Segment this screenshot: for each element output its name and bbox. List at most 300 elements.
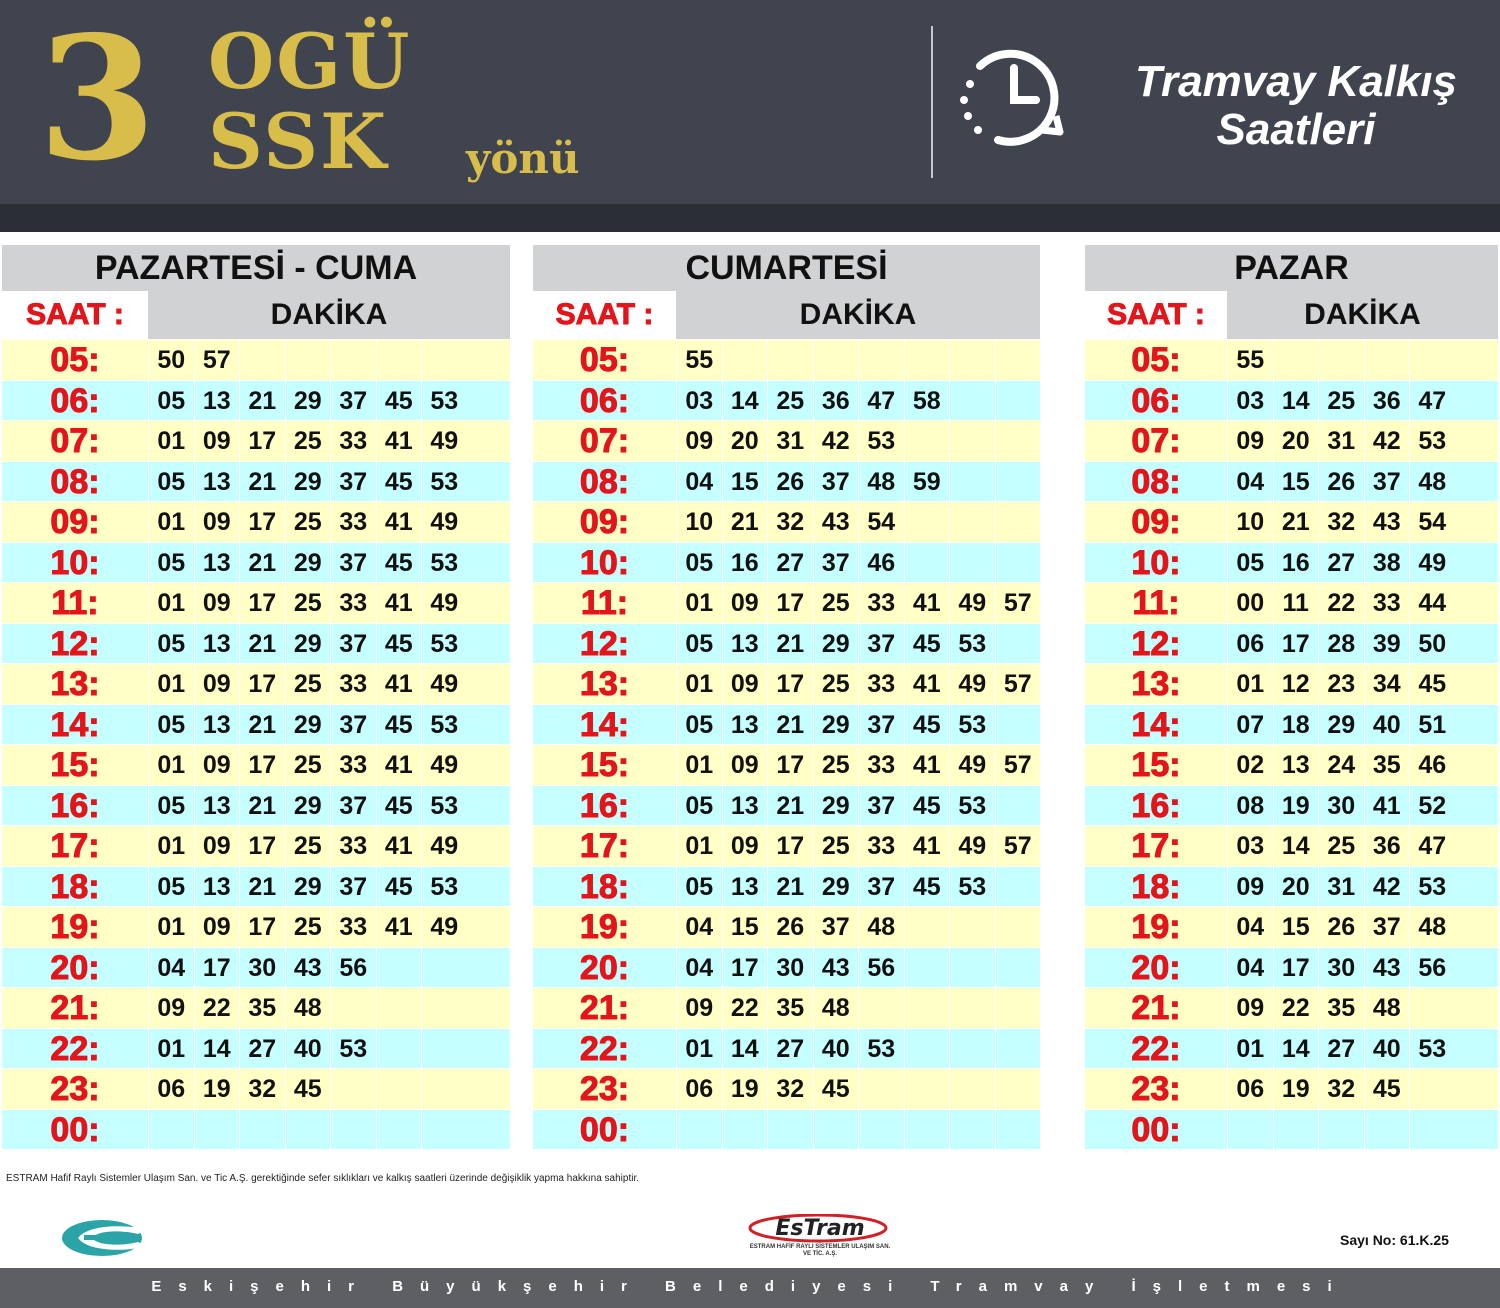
minute-cell: 41 bbox=[376, 826, 422, 866]
minute-cell: 39 bbox=[1364, 624, 1410, 664]
minute-cell: 41 bbox=[904, 583, 950, 623]
minute-cell bbox=[1409, 1110, 1455, 1150]
minute-cell: 33 bbox=[330, 826, 376, 866]
minute-cell: 33 bbox=[330, 421, 376, 461]
minute-cell: 25 bbox=[813, 826, 859, 866]
hour-cell: 23: bbox=[50, 1070, 100, 1108]
minute-cell: 57 bbox=[995, 583, 1041, 623]
minute-cell: 53 bbox=[1409, 867, 1455, 907]
minute-cell bbox=[421, 988, 467, 1028]
banner-title-line2: Saatleri bbox=[1216, 105, 1376, 154]
minute-cell: 21 bbox=[767, 705, 813, 745]
minute-cell: 04 bbox=[1227, 907, 1273, 947]
minute-cell: 17 bbox=[194, 948, 240, 988]
minute-cell: 18 bbox=[1273, 705, 1319, 745]
minute-cell: 21 bbox=[767, 867, 813, 907]
minute-cell: 50 bbox=[1409, 624, 1455, 664]
bottom-bar-text: Eskişehir Büyükşehir Belediyesi Tramvay İşletmesi bbox=[151, 1278, 1349, 1295]
table-row bbox=[533, 664, 1040, 704]
table-row bbox=[2, 1069, 510, 1109]
table-row bbox=[533, 705, 1040, 745]
minute-cell: 33 bbox=[858, 583, 904, 623]
minute-cell: 09 bbox=[676, 421, 722, 461]
minute-cell: 29 bbox=[1318, 705, 1364, 745]
minute-cell: 41 bbox=[376, 745, 422, 785]
minute-cell bbox=[949, 381, 995, 421]
minute-cell: 41 bbox=[904, 664, 950, 704]
minute-cell: 14 bbox=[1273, 826, 1319, 866]
minute-cell bbox=[858, 1069, 904, 1109]
hour-cell: 16: bbox=[1131, 786, 1181, 825]
minute-cell: 30 bbox=[767, 948, 813, 988]
table-row bbox=[533, 462, 1040, 502]
table-row bbox=[2, 1110, 510, 1150]
minute-cell: 45 bbox=[904, 867, 950, 907]
table-row bbox=[2, 664, 510, 704]
minute-cell bbox=[1409, 1069, 1455, 1109]
minute-cell: 28 bbox=[1318, 624, 1364, 664]
minute-cell: 33 bbox=[858, 826, 904, 866]
minute-cell: 55 bbox=[1227, 340, 1273, 380]
hour-cell: 16: bbox=[50, 786, 100, 825]
minute-cell: 33 bbox=[330, 502, 376, 542]
minute-cell: 41 bbox=[376, 421, 422, 461]
hour-cell: 22: bbox=[1131, 1029, 1181, 1068]
minute-cell: 21 bbox=[239, 786, 285, 826]
minute-cell: 32 bbox=[1318, 1069, 1364, 1109]
hour-cell: 05: bbox=[50, 341, 100, 379]
minute-cell: 40 bbox=[285, 1029, 331, 1069]
minute-cell: 25 bbox=[1318, 826, 1364, 866]
minute-cell: 56 bbox=[1409, 948, 1455, 988]
minute-cell: 36 bbox=[813, 381, 859, 421]
minute-cell: 37 bbox=[1364, 462, 1410, 502]
minute-cell: 13 bbox=[194, 543, 240, 583]
minute-cell: 14 bbox=[722, 1029, 768, 1069]
panel-title: PAZARTESİ - CUMA bbox=[2, 245, 510, 291]
minute-cell: 46 bbox=[1409, 745, 1455, 785]
table-row bbox=[2, 543, 510, 583]
minute-cell: 53 bbox=[949, 867, 995, 907]
hour-cell: 07: bbox=[579, 422, 630, 460]
minute-cell bbox=[949, 543, 995, 583]
table-row bbox=[1085, 786, 1498, 826]
minute-cell: 26 bbox=[767, 907, 813, 947]
hour-cell: 13: bbox=[579, 665, 630, 703]
minute-cell bbox=[858, 1110, 904, 1150]
minute-cell: 33 bbox=[330, 664, 376, 704]
minute-cell: 21 bbox=[239, 543, 285, 583]
hour-cell: 06: bbox=[50, 381, 100, 420]
minute-cell: 53 bbox=[949, 624, 995, 664]
table-row bbox=[1085, 867, 1498, 907]
minute-cell: 13 bbox=[194, 624, 240, 664]
minute-cell: 09 bbox=[194, 502, 240, 542]
minute-cell: 29 bbox=[285, 543, 331, 583]
minute-cell: 42 bbox=[1364, 867, 1410, 907]
minute-cell: 31 bbox=[1318, 867, 1364, 907]
minute-cell: 22 bbox=[1318, 583, 1364, 623]
minute-cell: 15 bbox=[1273, 462, 1319, 502]
minute-cell: 29 bbox=[285, 624, 331, 664]
minute-cell bbox=[421, 1110, 467, 1150]
hour-cell: 07: bbox=[1131, 422, 1181, 460]
minute-cell: 57 bbox=[995, 826, 1041, 866]
panel-column-header bbox=[533, 291, 1040, 339]
minute-cell: 01 bbox=[1227, 664, 1273, 704]
hour-cell: 10: bbox=[50, 543, 100, 582]
table-row bbox=[533, 381, 1040, 421]
minute-cell: 53 bbox=[421, 624, 467, 664]
minute-cell bbox=[949, 948, 995, 988]
minute-cell: 29 bbox=[813, 705, 859, 745]
minute-cell: 35 bbox=[1364, 745, 1410, 785]
minute-cell: 21 bbox=[239, 624, 285, 664]
hour-cell: 15: bbox=[1131, 746, 1181, 784]
dakika-header: DAKİKA bbox=[148, 291, 510, 339]
minute-cell: 08 bbox=[1227, 786, 1273, 826]
minute-cell: 53 bbox=[1409, 1029, 1455, 1069]
minute-cell: 32 bbox=[239, 1069, 285, 1109]
minute-cell: 35 bbox=[1318, 988, 1364, 1028]
minute-cell: 03 bbox=[1227, 826, 1273, 866]
minute-cell bbox=[949, 907, 995, 947]
minute-cell: 22 bbox=[1273, 988, 1319, 1028]
minute-cell bbox=[767, 1110, 813, 1150]
minute-cell bbox=[376, 1110, 422, 1150]
minute-cell: 01 bbox=[148, 664, 194, 704]
minute-cell: 23 bbox=[1318, 664, 1364, 704]
minute-cell bbox=[949, 1029, 995, 1069]
minute-cell: 25 bbox=[813, 745, 859, 785]
table-row bbox=[1085, 745, 1498, 785]
minute-cell: 27 bbox=[767, 543, 813, 583]
minute-cell: 05 bbox=[148, 543, 194, 583]
panel-column-header bbox=[1085, 291, 1498, 339]
hour-cell: 13: bbox=[50, 665, 100, 703]
hour-cell: 15: bbox=[579, 746, 630, 784]
table-row bbox=[1085, 1069, 1498, 1109]
minute-cell: 01 bbox=[148, 583, 194, 623]
hour-cell: 00: bbox=[50, 1110, 100, 1149]
table-row bbox=[1085, 1029, 1498, 1069]
minute-cell: 47 bbox=[1409, 381, 1455, 421]
minute-cell: 45 bbox=[376, 867, 422, 907]
minute-cell: 27 bbox=[1318, 543, 1364, 583]
minute-cell bbox=[421, 1069, 467, 1109]
minute-cell bbox=[949, 988, 995, 1028]
minute-cell: 33 bbox=[858, 745, 904, 785]
minute-cell: 49 bbox=[421, 583, 467, 623]
minute-cell: 01 bbox=[676, 826, 722, 866]
table-row bbox=[533, 421, 1040, 461]
minute-cell bbox=[904, 907, 950, 947]
minute-cell: 13 bbox=[722, 624, 768, 664]
minute-cell: 43 bbox=[1364, 948, 1410, 988]
minute-cell: 13 bbox=[1273, 745, 1319, 785]
minute-cell: 49 bbox=[421, 664, 467, 704]
table-row bbox=[1085, 664, 1498, 704]
minute-cell: 21 bbox=[1273, 502, 1319, 542]
hour-cell: 09: bbox=[1131, 503, 1181, 541]
minute-cell: 05 bbox=[676, 624, 722, 664]
minute-cell bbox=[949, 1110, 995, 1150]
minute-cell: 21 bbox=[239, 867, 285, 907]
table-row bbox=[533, 867, 1040, 907]
minute-cell: 17 bbox=[767, 583, 813, 623]
minute-cell: 51 bbox=[1409, 705, 1455, 745]
eskisehir-municipality-logo bbox=[58, 1216, 154, 1258]
minute-cell: 41 bbox=[1364, 786, 1410, 826]
minute-cell bbox=[1318, 1110, 1364, 1150]
hour-cell: 14: bbox=[50, 705, 100, 744]
dakika-header: DAKİKA bbox=[676, 291, 1040, 339]
minute-cell bbox=[239, 340, 285, 380]
minute-cell: 17 bbox=[239, 583, 285, 623]
minute-cell: 17 bbox=[767, 745, 813, 785]
minute-cell: 53 bbox=[949, 786, 995, 826]
minute-cell: 31 bbox=[1318, 421, 1364, 461]
table-row bbox=[1085, 624, 1498, 664]
minute-cell bbox=[904, 543, 950, 583]
minute-cell: 49 bbox=[949, 826, 995, 866]
minute-cell: 37 bbox=[330, 705, 376, 745]
minute-cell bbox=[904, 1029, 950, 1069]
minute-cell bbox=[995, 1110, 1041, 1150]
minute-cell: 48 bbox=[1409, 907, 1455, 947]
schedule-panel bbox=[2, 245, 510, 1149]
minute-cell: 21 bbox=[239, 381, 285, 421]
table-row bbox=[2, 421, 510, 461]
minute-cell bbox=[330, 1110, 376, 1150]
saat-header: SAAT : bbox=[1085, 291, 1227, 339]
minute-cell: 40 bbox=[1364, 1029, 1410, 1069]
minute-cell: 31 bbox=[767, 421, 813, 461]
minute-cell: 45 bbox=[904, 624, 950, 664]
minute-cell: 17 bbox=[239, 421, 285, 461]
minute-cell: 24 bbox=[1318, 745, 1364, 785]
hour-cell: 09: bbox=[579, 503, 630, 541]
minute-cell bbox=[949, 462, 995, 502]
table-row bbox=[533, 583, 1040, 623]
table-row bbox=[1085, 907, 1498, 947]
minute-cell: 25 bbox=[285, 907, 331, 947]
minute-cell: 25 bbox=[767, 381, 813, 421]
minute-cell: 32 bbox=[1318, 502, 1364, 542]
minute-cell: 15 bbox=[1273, 907, 1319, 947]
minute-cell: 46 bbox=[858, 543, 904, 583]
minute-cell: 37 bbox=[330, 543, 376, 583]
minute-cell: 21 bbox=[239, 705, 285, 745]
minute-cell: 22 bbox=[194, 988, 240, 1028]
minute-cell bbox=[285, 340, 331, 380]
minute-cell: 20 bbox=[1273, 421, 1319, 461]
minute-cell: 41 bbox=[904, 745, 950, 785]
line-number: 3 bbox=[38, 0, 157, 199]
issue-number: Sayı No: 61.K.25 bbox=[1340, 1232, 1449, 1248]
minute-cell: 45 bbox=[904, 786, 950, 826]
hour-cell: 19: bbox=[579, 908, 630, 946]
table-row bbox=[533, 543, 1040, 583]
minute-cell bbox=[813, 1110, 859, 1150]
minute-cell: 35 bbox=[767, 988, 813, 1028]
table-row bbox=[1085, 462, 1498, 502]
table-row bbox=[2, 583, 510, 623]
minute-cell: 53 bbox=[421, 705, 467, 745]
minute-cell: 01 bbox=[148, 421, 194, 461]
hour-cell: 11: bbox=[580, 584, 629, 622]
hour-cell: 08: bbox=[579, 462, 630, 501]
minute-cell: 49 bbox=[1409, 543, 1455, 583]
hour-cell: 22: bbox=[50, 1029, 100, 1068]
minute-cell: 42 bbox=[1364, 421, 1410, 461]
minute-cell: 27 bbox=[1318, 1029, 1364, 1069]
minute-cell bbox=[995, 543, 1041, 583]
minute-cell: 34 bbox=[1364, 664, 1410, 704]
table-row bbox=[2, 907, 510, 947]
minute-cell: 26 bbox=[767, 462, 813, 502]
minute-cell: 04 bbox=[676, 907, 722, 947]
hour-cell: 12: bbox=[1131, 624, 1181, 663]
minute-cell: 13 bbox=[194, 867, 240, 907]
minute-cell bbox=[995, 867, 1041, 907]
minute-cell: 40 bbox=[1364, 705, 1410, 745]
minute-cell: 01 bbox=[676, 664, 722, 704]
minute-cell bbox=[995, 340, 1041, 380]
minute-cell bbox=[904, 502, 950, 542]
hour-cell: 05: bbox=[1131, 341, 1181, 379]
minute-cell: 05 bbox=[676, 786, 722, 826]
minute-cell: 20 bbox=[1273, 867, 1319, 907]
table-row bbox=[533, 826, 1040, 866]
minute-cell bbox=[722, 1110, 768, 1150]
minute-cell bbox=[995, 786, 1041, 826]
clock-icon bbox=[950, 44, 1086, 150]
minute-cell: 15 bbox=[722, 462, 768, 502]
minute-cell bbox=[330, 988, 376, 1028]
minute-cell: 04 bbox=[1227, 948, 1273, 988]
hour-cell: 20: bbox=[579, 948, 630, 987]
minute-cell: 57 bbox=[995, 745, 1041, 785]
minute-cell: 37 bbox=[330, 624, 376, 664]
minute-cell: 09 bbox=[1227, 988, 1273, 1028]
stop-name-2: SSK bbox=[208, 97, 389, 186]
minute-cell: 53 bbox=[858, 421, 904, 461]
estram-logo-subtitle: ESTRAM HAFİF RAYLI SİSTEMLER ULAŞIM SAN. VE TİC. A.Ş. bbox=[749, 1244, 891, 1257]
minute-cell: 01 bbox=[148, 907, 194, 947]
minute-cell bbox=[995, 988, 1041, 1028]
minute-cell: 49 bbox=[421, 421, 467, 461]
minute-cell bbox=[1364, 1110, 1410, 1150]
minute-cell: 25 bbox=[285, 826, 331, 866]
minute-cell: 04 bbox=[676, 462, 722, 502]
hour-cell: 07: bbox=[50, 422, 100, 460]
minute-cell bbox=[194, 1110, 240, 1150]
minute-cell: 12 bbox=[1273, 664, 1319, 704]
minute-cell bbox=[285, 1110, 331, 1150]
hour-cell: 19: bbox=[50, 908, 100, 946]
minute-cell: 25 bbox=[285, 583, 331, 623]
hour-cell: 20: bbox=[50, 948, 100, 987]
minute-cell: 29 bbox=[813, 867, 859, 907]
minute-cell: 27 bbox=[239, 1029, 285, 1069]
minute-cell bbox=[1364, 340, 1410, 380]
hour-cell: 18: bbox=[1131, 867, 1181, 906]
minute-cell: 04 bbox=[148, 948, 194, 988]
minute-cell bbox=[904, 1069, 950, 1109]
minute-cell: 49 bbox=[949, 745, 995, 785]
minute-cell: 37 bbox=[330, 381, 376, 421]
minute-cell: 15 bbox=[722, 907, 768, 947]
minute-cell: 30 bbox=[1318, 948, 1364, 988]
minute-cell: 56 bbox=[858, 948, 904, 988]
minute-cell: 47 bbox=[858, 381, 904, 421]
schedule-panel bbox=[533, 245, 1040, 1149]
minute-cell: 30 bbox=[239, 948, 285, 988]
panel-rows bbox=[2, 340, 510, 1149]
panel-column-header bbox=[2, 291, 510, 339]
table-row bbox=[2, 948, 510, 988]
minute-cell: 53 bbox=[421, 867, 467, 907]
minute-cell: 36 bbox=[1364, 381, 1410, 421]
minute-cell: 05 bbox=[148, 867, 194, 907]
hour-cell: 13: bbox=[1131, 665, 1181, 703]
header-bottom-strip bbox=[0, 204, 1500, 232]
table-row bbox=[533, 948, 1040, 988]
minute-cell: 29 bbox=[813, 624, 859, 664]
hour-cell: 17: bbox=[50, 827, 100, 865]
table-row bbox=[533, 502, 1040, 542]
minute-cell: 17 bbox=[722, 948, 768, 988]
table-row bbox=[533, 745, 1040, 785]
minute-cell: 37 bbox=[858, 867, 904, 907]
minute-cell: 37 bbox=[1364, 907, 1410, 947]
minute-cell: 17 bbox=[767, 664, 813, 704]
minute-cell: 27 bbox=[767, 1029, 813, 1069]
hour-cell: 18: bbox=[579, 867, 630, 906]
minute-cell: 10 bbox=[1227, 502, 1273, 542]
minute-cell bbox=[376, 1029, 422, 1069]
minute-cell: 13 bbox=[194, 786, 240, 826]
minute-cell: 05 bbox=[148, 381, 194, 421]
minute-cell: 53 bbox=[330, 1029, 376, 1069]
table-row bbox=[1085, 543, 1498, 583]
hour-cell: 12: bbox=[579, 624, 630, 663]
table-row bbox=[2, 705, 510, 745]
minute-cell: 09 bbox=[194, 907, 240, 947]
minute-cell bbox=[239, 1110, 285, 1150]
minute-cell: 37 bbox=[330, 867, 376, 907]
hour-cell: 18: bbox=[50, 867, 100, 906]
minute-cell: 05 bbox=[676, 705, 722, 745]
minute-cell: 36 bbox=[1364, 826, 1410, 866]
disclaimer-note: ESTRAM Hafif Raylı Sistemler Ulaşım San. ve Tic A.Ş. gerektiğinde sefer sıklıkları ve kalkış saatleri üzerinde değişiklik yapma hakkına sahiptir. bbox=[6, 1173, 640, 1184]
saat-header: SAAT : bbox=[533, 291, 676, 339]
minute-cell: 49 bbox=[949, 583, 995, 623]
minute-cell: 37 bbox=[330, 786, 376, 826]
minute-cell: 49 bbox=[421, 502, 467, 542]
minute-cell: 01 bbox=[148, 1029, 194, 1069]
minute-cell bbox=[995, 502, 1041, 542]
minute-cell: 13 bbox=[194, 705, 240, 745]
minute-cell: 49 bbox=[421, 907, 467, 947]
minute-cell: 45 bbox=[1364, 1069, 1410, 1109]
minute-cell: 10 bbox=[676, 502, 722, 542]
minute-cell: 09 bbox=[194, 664, 240, 704]
minute-cell: 14 bbox=[1273, 381, 1319, 421]
minute-cell: 04 bbox=[1227, 462, 1273, 502]
minute-cell: 59 bbox=[904, 462, 950, 502]
